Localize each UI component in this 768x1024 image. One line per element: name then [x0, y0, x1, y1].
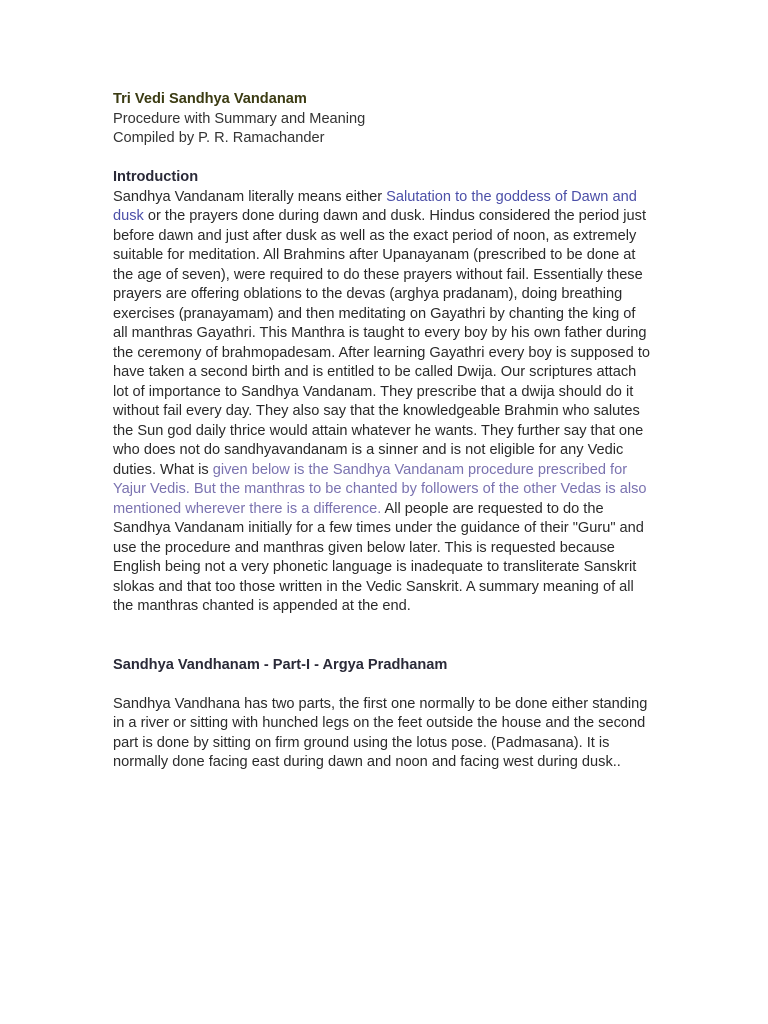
introduction-paragraph: [113, 188, 653, 617]
intro-text-b: or the prayers done during dawn and dusk. Hindus considered the period just before dawn and just after dusk as well as the exact period of noon, as extremely suitable for meditation. All Brahmins after Upanayanam (prescribed to be done at the age of seven), were required to do these prayers without fail. Essentially these prayers are offering oblations to the devas (arghya pradanam), doing breathing exercises (pranayamam) and then meditating on Gayathri by chanting the king of all manthras Gayathri. This Manthra is taught to every boy by his own father during the ceremony of brahmopadesam. After learning Gayathri every boy is supposed to have taken a second birth and is entitled to be called Dwija. Our scriptures attach lot of importance to Sandhya Vandanam. They prescribe that a dwija should do it without fail every day. They also say that the knowledgeable Brahmin who salutes the Sun god daily thrice would attain whatever he wants. They further say that one who does not do sandhyavandanam is a sinner and is not eligible for any Vedic duties. What is: [113, 208, 651, 478]
document-title: Tri Vedi Sandhya Vandanam: [113, 91, 307, 107]
intro-text-c: All people are requested to do the Sandhya Vandanam initially for a few times under the guidance of their "Guru" and use the procedure and manthras given below later. This is requested because English being not a very phonetic language is inadequate to transliterate Sanskrit slokas and that too those written in the Vedic Sanskrit. A summary meaning of all the manthras chanted is appended at the end.: [113, 500, 644, 614]
document-author: Compiled by P. R. Ramachander: [113, 130, 325, 146]
part1-paragraph: Sandhya Vandhana has two parts, the first one normally to be done either standing in a river or sitting with hunched legs on the feet outside the house and the second part is done by sitting on firm ground using the lotus pose. (Padmasana). It is normally done facing east during dawn and noon and facing west during dusk..: [113, 695, 648, 770]
part1-heading: Sandhya Vandhanam - Part-I - Argya Pradhanam: [113, 656, 448, 673]
spacer: [113, 617, 653, 656]
spacer: [113, 675, 653, 695]
intro-link-yajur-vedis[interactable]: given below is the Sandhya Vandanam procedure prescribed for Yajur Vedis. But the manthras to be chanted by followers of the other Vedas is also mentioned wherever there is a difference.: [113, 461, 647, 517]
spacer: [113, 149, 653, 169]
introduction-heading: Introduction: [113, 169, 199, 185]
document-subtitle: Procedure with Summary and Meaning: [113, 110, 366, 127]
intro-text-a: Sandhya Vandanam literally means either: [113, 188, 387, 205]
document-body: [113, 90, 653, 773]
intro-link-dawn-dusk[interactable]: Salutation to the goddess of Dawn and dusk: [113, 188, 637, 224]
